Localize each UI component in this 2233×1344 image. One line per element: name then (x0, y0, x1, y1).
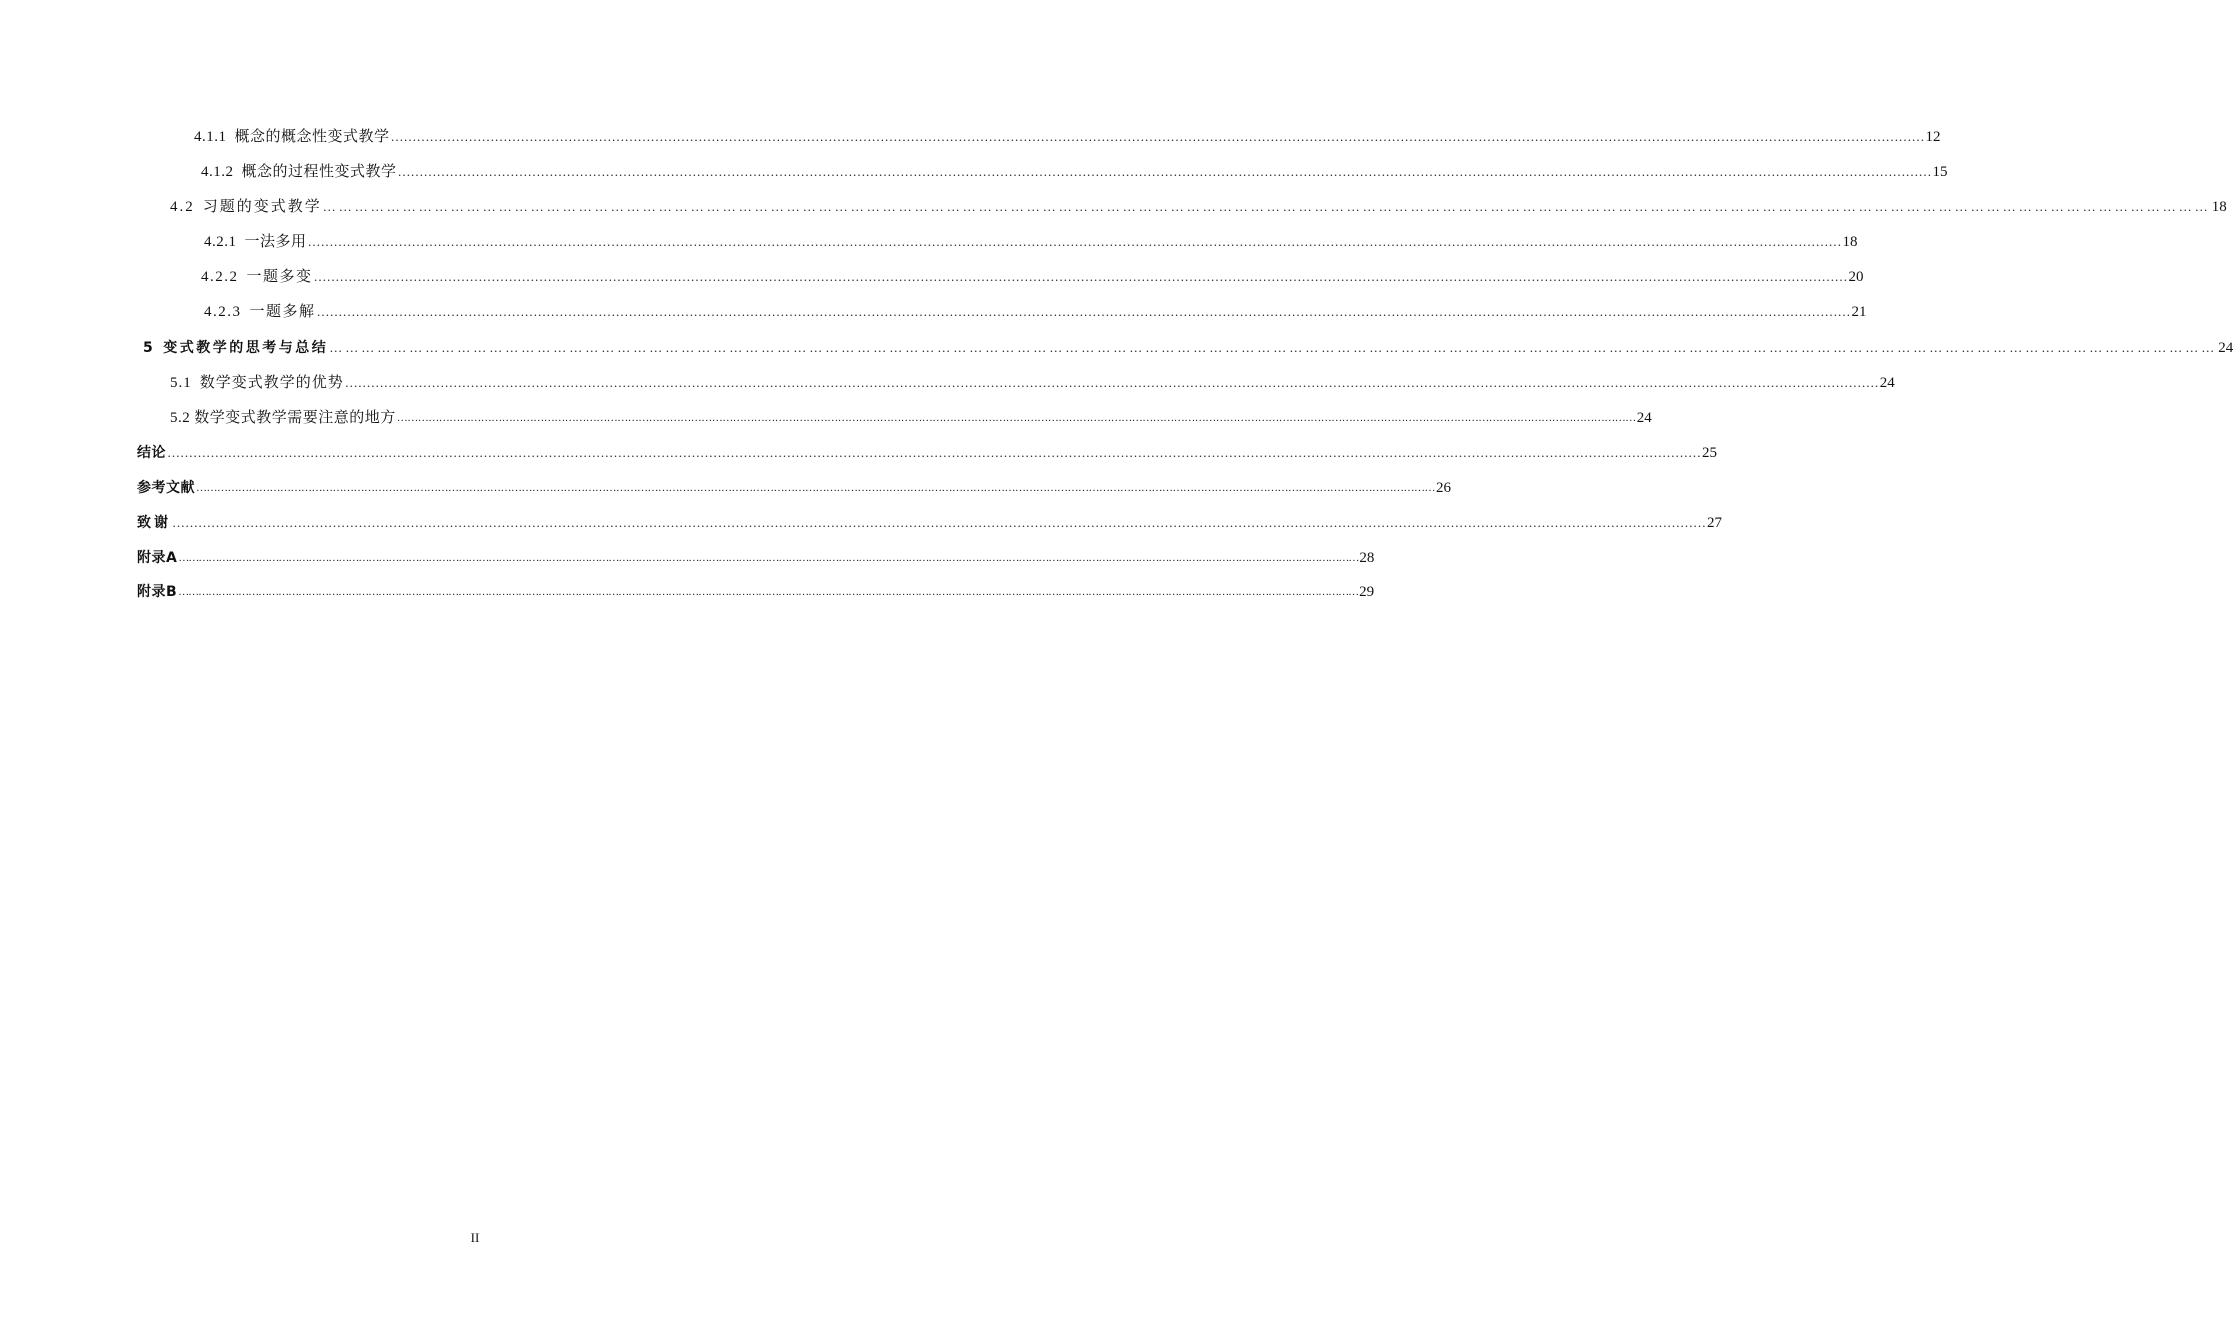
page-number: 15 (1932, 164, 1948, 180)
toc-entry-label (137, 580, 177, 604)
toc-entry-acknowledgements[interactable] (137, 511, 1722, 535)
section-title: 变式教学的思考与总结 (163, 340, 329, 356)
section-title: 参考文献 (137, 480, 195, 496)
toc-entry-appendix-a[interactable] (137, 546, 1375, 570)
dot-leader: ………………………………………………………………………………………………………………………………………………………………………………………………………………………………………………………………………………………………………………………… (167, 445, 1701, 460)
section-number: 4.2 (170, 199, 195, 215)
section-title: 一题多解 (249, 304, 316, 320)
page-number: 28 (1359, 550, 1375, 566)
section-title: 一法多用 (244, 234, 307, 250)
dot-leader: ………………………………………………………………………………………………………………………………………………………………………………………………………………………………………………………………………………………………………………………… (390, 129, 1925, 144)
toc-entry-label (137, 476, 195, 500)
toc-entry-chapter-5[interactable] (143, 336, 2233, 360)
toc-entry-label (204, 300, 316, 324)
page-number: 25 (1702, 445, 1717, 461)
toc-entry-appendix-b[interactable] (137, 580, 1375, 604)
toc-entry-4-2-3[interactable] (204, 300, 1867, 324)
toc-entry-label (170, 371, 344, 395)
page-number: 24 (1636, 410, 1652, 426)
dot-leader: ………………………………………………………………………………………………………………………………………………………………………………………………………………………………………………………………………………………………………………………… (172, 515, 1706, 530)
toc-entry-4-2[interactable] (170, 195, 2227, 219)
toc-entry-4-1-1[interactable] (194, 125, 1941, 149)
dot-leader: ………………………………………………………………………………………………………………………………………………………………………………………………………………………………………………………………………………………………………………………… (178, 552, 1359, 564)
toc-entry-label (137, 511, 171, 535)
toc-entry-label (204, 230, 307, 254)
toc-entry-label (194, 125, 390, 149)
dot-leader: ………………………………………………………………………………………………………………………………………………………………………………………………………………………………………………………………………………………………………………………… (316, 304, 1851, 319)
section-number: 4.1.1 (194, 129, 227, 145)
dot-leader: ………………………………………………………………………………………………………………………………………………………………………………………………………………………………………………………………………………………………………………………… (322, 199, 2211, 214)
toc-entry-label (137, 441, 166, 465)
dot-leader: ………………………………………………………………………………………………………………………………………………………………………………………………………………………………………………………………………………………………………………………… (313, 269, 1848, 284)
section-title: 附录B (137, 584, 178, 600)
toc-entry-label (170, 195, 322, 219)
section-title: 附录A (137, 550, 178, 566)
section-title: 结论 (137, 445, 166, 461)
page-number: 21 (1851, 304, 1867, 320)
page-number: 24 (1879, 375, 1895, 391)
dot-leader: ………………………………………………………………………………………………………………………………………………………………………………………………………………………………………………………………………………………………………………………… (396, 412, 1636, 424)
page-number: 18 (2211, 199, 2227, 215)
page-number: 12 (1925, 129, 1941, 145)
section-number: 5 (143, 340, 156, 356)
toc-entry-4-2-1[interactable] (204, 230, 1858, 254)
page-number: 29 (1359, 584, 1375, 600)
section-number: 5.2 (170, 410, 191, 426)
dot-leader: ………………………………………………………………………………………………………………………………………………………………………………………………………………………………………………………………………………………………………………………… (178, 586, 1359, 598)
page-number: 18 (1842, 234, 1858, 250)
toc-entry-5-2[interactable] (170, 406, 1652, 430)
dot-leader: ………………………………………………………………………………………………………………………………………………………………………………………………………………………………………………………………………………………………………………………… (344, 375, 1879, 390)
section-number: 4.1.2 (201, 164, 234, 180)
dot-leader: ………………………………………………………………………………………………………………………………………………………………………………………………………………………………………………………………………………………………………………………… (196, 482, 1435, 494)
page-footer-number: II (470, 1230, 480, 1245)
toc-entry-label (201, 160, 397, 184)
section-number: 4.2.3 (204, 304, 242, 320)
section-title: 数学变式教学的优势 (199, 375, 344, 391)
toc-entry-label (170, 406, 396, 430)
dot-leader: ………………………………………………………………………………………………………………………………………………………………………………………………………………………………………………………………………………………………………………………… (397, 164, 1932, 179)
section-title: 致谢 (137, 515, 171, 531)
section-number: 5.1 (170, 375, 192, 391)
dot-leader: ………………………………………………………………………………………………………………………………………………………………………………………………………………………………………………………………………………………………………………………… (329, 340, 2218, 355)
section-title: 一题多变 (246, 269, 313, 285)
toc-entry-label (201, 265, 313, 289)
page-number: 20 (1848, 269, 1864, 285)
page-number: 24 (2218, 340, 2233, 356)
toc-entry-label (137, 546, 177, 570)
section-number: 4.2.2 (201, 269, 239, 285)
toc-entry-4-2-2[interactable] (201, 265, 1864, 289)
toc-entry-4-1-2[interactable] (201, 160, 1948, 184)
section-title: 概念的过程性变式教学 (241, 164, 397, 180)
toc-entry-conclusion[interactable] (137, 441, 1717, 465)
section-number: 4.2.1 (204, 234, 237, 250)
toc-entry-5-1[interactable] (170, 371, 1895, 395)
toc-entry-label (143, 336, 328, 360)
page-number: 26 (1436, 480, 1451, 496)
section-title: 数学变式教学需要注意的地方 (194, 410, 396, 426)
section-title: 概念的概念性变式教学 (234, 129, 390, 145)
section-title: 习题的变式教学 (202, 199, 322, 215)
toc-entry-references[interactable] (137, 476, 1451, 500)
dot-leader: ………………………………………………………………………………………………………………………………………………………………………………………………………………………………………………………………………………………………………………………… (307, 234, 1842, 249)
page-number: 27 (1707, 515, 1722, 531)
